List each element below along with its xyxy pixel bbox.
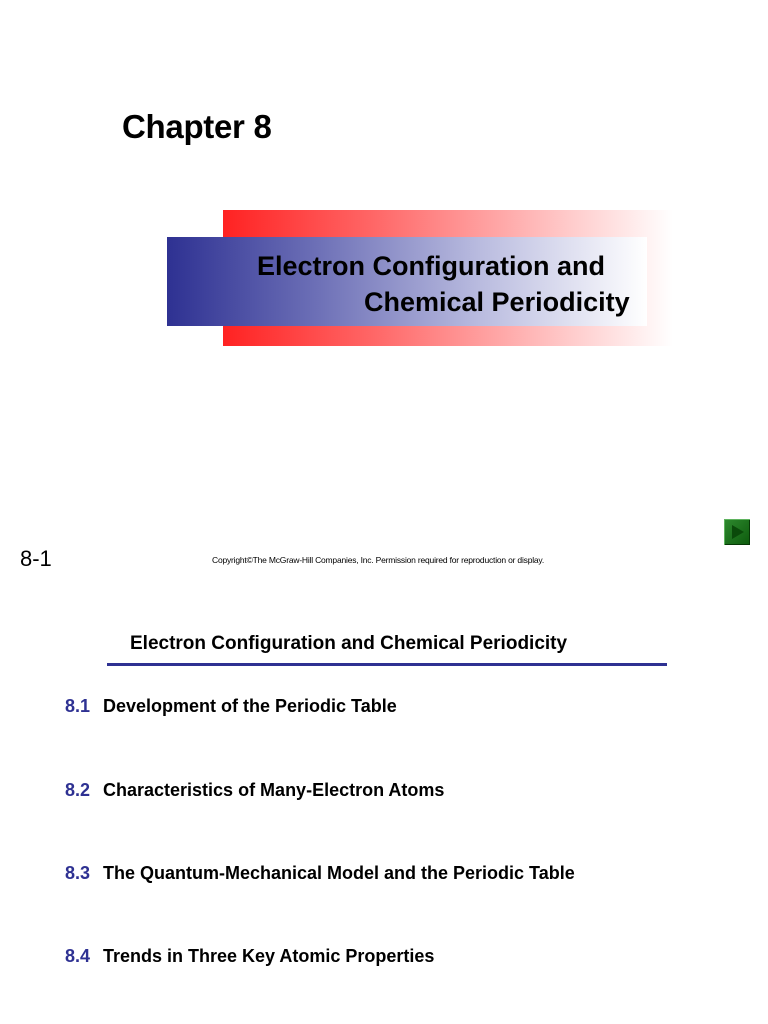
slide-number: 8-1 [20, 546, 52, 571]
section-number: 8.1 [65, 696, 91, 716]
section-number: 8.4 [65, 946, 91, 966]
section-label: Trends in Three Key Atomic Properties [103, 946, 435, 966]
copyright-notice: Copyright©The McGraw-Hill Companies, Inc. Permission required for reproduction or display. [212, 555, 545, 565]
section-item-8-3 [65, 863, 575, 884]
section-label: The Quantum-Mechanical Model and the Periodic Table [103, 863, 575, 883]
next-slide-button[interactable] [724, 519, 750, 545]
play-triangle-icon [724, 519, 750, 545]
section-label: Characteristics of Many-Electron Atoms [103, 780, 445, 800]
section-item-8-2 [65, 780, 444, 801]
heading-divider [107, 663, 667, 666]
section-number: 8.3 [65, 863, 91, 883]
slide-title-line-1: Electron Configuration and [257, 251, 605, 281]
section-item-8-4 [65, 946, 434, 967]
section-label: Development of the Periodic Table [103, 696, 397, 716]
slide-title-line-2: Chemical Periodicity [364, 287, 630, 317]
chapter-title: Chapter 8 [122, 108, 272, 145]
section-number: 8.2 [65, 780, 91, 800]
section-item-8-1 [65, 696, 397, 717]
outline-heading: Electron Configuration and Chemical Periodicity [130, 633, 568, 654]
